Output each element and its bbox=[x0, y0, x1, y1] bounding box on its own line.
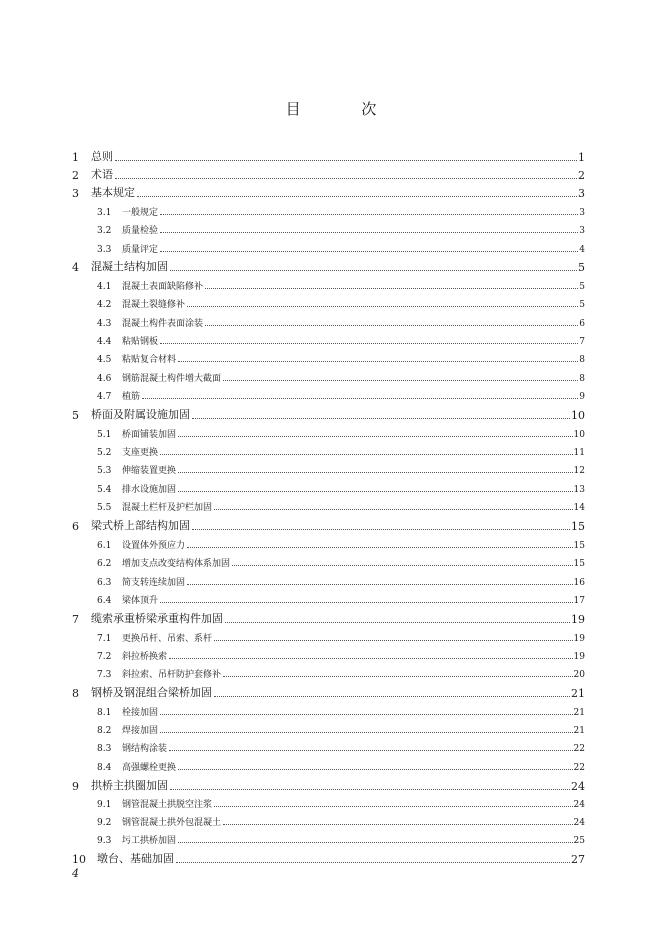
toc-section-entry[interactable] bbox=[97, 333, 585, 347]
toc-section-entry[interactable] bbox=[97, 370, 585, 384]
toc-section-entry[interactable] bbox=[97, 537, 585, 551]
toc-entry-number: 4.4 bbox=[97, 337, 112, 347]
toc-entry-title: 质量检验 bbox=[122, 226, 159, 236]
toc-entry-title: 圬工拱桥加固 bbox=[122, 836, 177, 846]
toc-entry-number: 7.1 bbox=[97, 634, 112, 644]
toc-chapter-entry[interactable] bbox=[72, 166, 585, 182]
toc-entry-title: 更换吊杆、吊索、系杆 bbox=[122, 634, 213, 644]
toc-leader-dots bbox=[205, 288, 578, 289]
toc-entry-title: 排水设施加固 bbox=[122, 485, 177, 495]
toc-leader-dots bbox=[169, 658, 573, 659]
toc-chapter-entry[interactable] bbox=[72, 517, 585, 533]
toc-entry-title: 钢筋混凝土构件增大截面 bbox=[122, 374, 222, 384]
toc-entry-page: 15 bbox=[573, 559, 585, 569]
toc-entry-number: 4.6 bbox=[97, 374, 112, 384]
toc-entry-number: 9.2 bbox=[97, 818, 112, 828]
toc-entry-title: 拱桥主拱圈加固 bbox=[91, 779, 168, 792]
toc-leader-dots bbox=[115, 178, 577, 179]
toc-entry-title: 钢结构涂装 bbox=[122, 744, 168, 754]
toc-entry-number: 4.5 bbox=[97, 355, 112, 365]
toc-entry-number: 9 bbox=[72, 780, 79, 793]
toc-section-entry[interactable] bbox=[97, 722, 585, 736]
page-title: 目 次 bbox=[285, 100, 405, 118]
toc-entry-number: 4.1 bbox=[97, 282, 112, 292]
toc-entry-page: 12 bbox=[573, 466, 585, 476]
toc-leader-dots bbox=[160, 232, 578, 233]
toc-entry-number: 8.3 bbox=[97, 744, 112, 754]
toc-entry-title: 混凝土表面缺陷修补 bbox=[122, 282, 204, 292]
toc-entry-number: 4.7 bbox=[97, 392, 112, 402]
toc-entry-title: 钢管混凝土拱脱空注浆 bbox=[122, 800, 213, 810]
toc-leader-dots bbox=[160, 714, 573, 715]
toc-leader-dots bbox=[137, 196, 577, 197]
toc-section-entry[interactable] bbox=[97, 462, 585, 476]
toc-leader-dots bbox=[178, 472, 573, 473]
toc-entry-page: 16 bbox=[573, 578, 585, 588]
toc-entry-number: 5.4 bbox=[97, 485, 112, 495]
toc-entry-title: 梁式桥上部结构加固 bbox=[91, 519, 190, 532]
toc-entry-number: 4.3 bbox=[97, 319, 112, 329]
toc-entry-title: 植筋 bbox=[122, 392, 141, 402]
toc-entry-number: 5.1 bbox=[97, 430, 112, 440]
toc-entry-page: 21 bbox=[573, 726, 585, 736]
toc-entry-page: 24 bbox=[573, 800, 585, 810]
toc-entry-page: 20 bbox=[573, 670, 585, 680]
toc-section-entry[interactable] bbox=[97, 222, 585, 236]
toc-leader-dots bbox=[187, 547, 573, 548]
toc-entry-page: 1 bbox=[578, 151, 585, 164]
toc-section-entry[interactable] bbox=[97, 296, 585, 310]
toc-entry-page: 24 bbox=[573, 818, 585, 828]
toc-entry-title: 焊接加固 bbox=[122, 726, 159, 736]
toc-leader-dots bbox=[205, 325, 578, 326]
toc-entry-number: 6.3 bbox=[97, 578, 112, 588]
toc-section-entry[interactable] bbox=[97, 814, 585, 828]
toc-entry-number: 7.2 bbox=[97, 652, 112, 662]
toc-entry-number: 10 bbox=[72, 853, 86, 866]
toc-entry-title: 栓接加固 bbox=[122, 708, 159, 718]
toc-entry-page: 24 bbox=[571, 780, 585, 793]
toc-entry-number: 8 bbox=[72, 687, 79, 700]
toc-entry-title: 设置体外预应力 bbox=[122, 541, 186, 551]
toc-leader-dots bbox=[160, 214, 578, 215]
toc-section-entry[interactable] bbox=[97, 648, 585, 662]
toc-entry-page: 15 bbox=[573, 541, 585, 551]
toc-leader-dots bbox=[223, 824, 573, 825]
toc-entry-title: 总则 bbox=[91, 150, 113, 163]
toc-entry-page: 8 bbox=[579, 374, 585, 384]
toc-entry-title: 增加支点改变结构体系加固 bbox=[122, 559, 231, 569]
toc-entry-number: 5.3 bbox=[97, 466, 112, 476]
toc-entry-page: 8 bbox=[579, 355, 585, 365]
toc-leader-dots bbox=[225, 622, 570, 623]
toc-entry-page: 11 bbox=[573, 448, 585, 458]
toc-entry-number: 5.5 bbox=[97, 503, 112, 513]
toc-entry-number: 6 bbox=[72, 520, 79, 533]
toc-entry-page: 3 bbox=[579, 226, 585, 236]
toc-entry-title: 混凝土构件表面涂装 bbox=[122, 319, 204, 329]
toc-entry-title: 简支转连续加固 bbox=[122, 578, 186, 588]
toc-entry-page: 15 bbox=[571, 520, 585, 533]
toc-entry-number: 5.2 bbox=[97, 448, 112, 458]
toc-entry-number: 9.3 bbox=[97, 836, 112, 846]
toc-entry-page: 3 bbox=[579, 208, 585, 218]
toc-entry-page: 5 bbox=[579, 300, 585, 310]
toc-entry-number: 7 bbox=[72, 613, 79, 626]
toc-leader-dots bbox=[223, 676, 573, 677]
toc-entry-number: 8.2 bbox=[97, 726, 112, 736]
toc-leader-dots bbox=[178, 491, 573, 492]
toc-entry-page: 22 bbox=[573, 744, 585, 754]
toc-section-entry[interactable] bbox=[97, 351, 585, 365]
toc-leader-dots bbox=[178, 436, 573, 437]
toc-entry-title: 桥面铺装加固 bbox=[122, 430, 177, 440]
toc-entry-title: 高强螺栓更换 bbox=[122, 763, 177, 773]
page-number: 4 bbox=[72, 867, 79, 880]
toc-leader-dots bbox=[176, 862, 570, 863]
toc-entry-page: 17 bbox=[573, 596, 585, 606]
toc-entry-page: 27 bbox=[571, 853, 585, 866]
toc-entry-number: 4 bbox=[72, 261, 79, 274]
toc-section-entry[interactable] bbox=[97, 759, 585, 773]
toc-entry-number: 8.1 bbox=[97, 708, 112, 718]
toc-section-entry[interactable] bbox=[97, 704, 585, 718]
toc-entry-number: 5 bbox=[72, 409, 79, 422]
toc-leader-dots bbox=[115, 160, 577, 161]
toc-section-entry[interactable] bbox=[97, 204, 585, 218]
toc-leader-dots bbox=[214, 696, 570, 697]
toc-leader-dots bbox=[178, 842, 573, 843]
toc-entry-title: 斜拉桥换索 bbox=[122, 652, 168, 662]
toc-leader-dots bbox=[160, 602, 573, 603]
toc-entry-number: 9.1 bbox=[97, 800, 112, 810]
toc-section-entry[interactable] bbox=[97, 832, 585, 846]
toc-entry-number: 3.2 bbox=[97, 226, 112, 236]
toc-entry-number: 3.3 bbox=[97, 245, 112, 255]
toc-entry-page: 10 bbox=[571, 409, 585, 422]
toc-chapter-entry[interactable] bbox=[72, 258, 585, 274]
toc-leader-dots bbox=[192, 529, 570, 530]
toc-entry-title: 伸缩装置更换 bbox=[122, 466, 177, 476]
toc-section-entry[interactable] bbox=[97, 796, 585, 810]
toc-leader-dots bbox=[232, 565, 573, 566]
toc-leader-dots bbox=[170, 789, 570, 790]
toc-entry-title: 粘贴复合材料 bbox=[122, 355, 177, 365]
toc-entry-page: 2 bbox=[578, 169, 585, 182]
toc-entry-page: 9 bbox=[579, 392, 585, 402]
toc-entry-title: 质量评定 bbox=[122, 245, 159, 255]
toc-chapter-entry[interactable] bbox=[72, 148, 585, 164]
toc-leader-dots bbox=[160, 251, 578, 252]
toc-entry-number: 3.1 bbox=[97, 208, 112, 218]
toc-section-entry[interactable] bbox=[97, 388, 585, 402]
toc-entry-number: 4.2 bbox=[97, 300, 112, 310]
toc-leader-dots bbox=[169, 750, 573, 751]
toc-leader-dots bbox=[214, 640, 573, 641]
toc-section-entry[interactable] bbox=[97, 592, 585, 606]
toc-leader-dots bbox=[187, 306, 578, 307]
toc-entry-title: 混凝土栏杆及护栏加固 bbox=[122, 503, 213, 513]
toc-leader-dots bbox=[142, 398, 578, 399]
toc-leader-dots bbox=[170, 270, 577, 271]
toc-entry-title: 桥面及附属设施加固 bbox=[91, 408, 190, 421]
toc-section-entry[interactable] bbox=[97, 666, 585, 680]
toc-entry-title: 一般规定 bbox=[122, 208, 159, 218]
toc-leader-dots bbox=[223, 380, 578, 381]
toc-entry-title: 钢管混凝土拱外包混凝土 bbox=[122, 818, 222, 828]
toc-chapter-entry[interactable] bbox=[72, 184, 585, 200]
toc-entry-number: 6.2 bbox=[97, 559, 112, 569]
toc-entry-title: 术语 bbox=[91, 168, 113, 181]
toc-entry-number: 3 bbox=[72, 187, 79, 200]
toc-leader-dots bbox=[192, 418, 570, 419]
toc-entry-title: 支座更换 bbox=[122, 448, 159, 458]
toc-entry-title: 缆索承重桥梁承重构件加固 bbox=[91, 612, 223, 625]
toc-chapter-entry[interactable] bbox=[72, 684, 585, 700]
toc-chapter-entry[interactable] bbox=[72, 850, 585, 866]
toc-chapter-entry[interactable] bbox=[72, 610, 585, 626]
toc-entry-number: 6.1 bbox=[97, 541, 112, 551]
toc-leader-dots bbox=[214, 806, 573, 807]
toc-section-entry[interactable] bbox=[97, 740, 585, 754]
toc-leader-dots bbox=[187, 584, 573, 585]
toc-entry-page: 6 bbox=[579, 319, 585, 329]
toc-section-entry[interactable] bbox=[97, 444, 585, 458]
toc-leader-dots bbox=[178, 361, 578, 362]
toc-entry-page: 21 bbox=[571, 687, 585, 700]
toc-entry-page: 3 bbox=[578, 187, 585, 200]
toc-entry-number: 7.3 bbox=[97, 670, 112, 680]
toc-section-entry[interactable] bbox=[97, 499, 585, 513]
toc-entry-page: 5 bbox=[579, 282, 585, 292]
toc-chapter-entry[interactable] bbox=[72, 406, 585, 422]
toc-chapter-entry[interactable] bbox=[72, 777, 585, 793]
toc-section-entry[interactable] bbox=[97, 481, 585, 495]
toc-section-entry[interactable] bbox=[97, 241, 585, 255]
toc-entry-page: 5 bbox=[578, 261, 585, 274]
toc-entry-page: 10 bbox=[573, 430, 585, 440]
toc-entry-number: 8.4 bbox=[97, 763, 112, 773]
toc-entry-number: 6.4 bbox=[97, 596, 112, 606]
toc-entry-title: 粘贴钢板 bbox=[122, 337, 159, 347]
toc-section-entry[interactable] bbox=[97, 630, 585, 644]
toc-leader-dots bbox=[160, 454, 573, 455]
toc-section-entry[interactable] bbox=[97, 574, 585, 588]
toc-leader-dots bbox=[160, 732, 573, 733]
toc-entry-page: 14 bbox=[573, 503, 585, 513]
toc-section-entry[interactable] bbox=[97, 278, 585, 292]
toc-entry-title: 墩台、基础加固 bbox=[97, 852, 174, 865]
toc-entry-title: 混凝土裂缝修补 bbox=[122, 300, 186, 310]
toc-entry-title: 钢桥及钢混组合梁桥加固 bbox=[91, 686, 212, 699]
toc-entry-title: 混凝土结构加固 bbox=[91, 260, 168, 273]
toc-section-entry[interactable] bbox=[97, 315, 585, 329]
toc-entry-number: 2 bbox=[72, 169, 79, 182]
toc-entry-title: 斜拉索、吊杆防护套修补 bbox=[122, 670, 222, 680]
toc-entry-page: 21 bbox=[573, 708, 585, 718]
toc-entry-title: 梁体顶升 bbox=[122, 596, 159, 606]
toc-section-entry[interactable] bbox=[97, 426, 585, 440]
toc-entry-page: 22 bbox=[573, 763, 585, 773]
toc-leader-dots bbox=[178, 769, 573, 770]
toc-leader-dots bbox=[214, 509, 573, 510]
toc-entry-page: 19 bbox=[571, 613, 585, 626]
toc-leader-dots bbox=[160, 343, 578, 344]
toc-entry-page: 4 bbox=[579, 245, 585, 255]
toc-entry-number: 1 bbox=[72, 151, 79, 164]
toc-entry-page: 19 bbox=[573, 652, 585, 662]
toc-entry-title: 基本规定 bbox=[91, 186, 135, 199]
toc-entry-page: 13 bbox=[573, 485, 585, 495]
toc-entry-page: 19 bbox=[573, 634, 585, 644]
toc-entry-page: 25 bbox=[573, 836, 585, 846]
toc-entry-page: 7 bbox=[579, 337, 585, 347]
toc-section-entry[interactable] bbox=[97, 555, 585, 569]
